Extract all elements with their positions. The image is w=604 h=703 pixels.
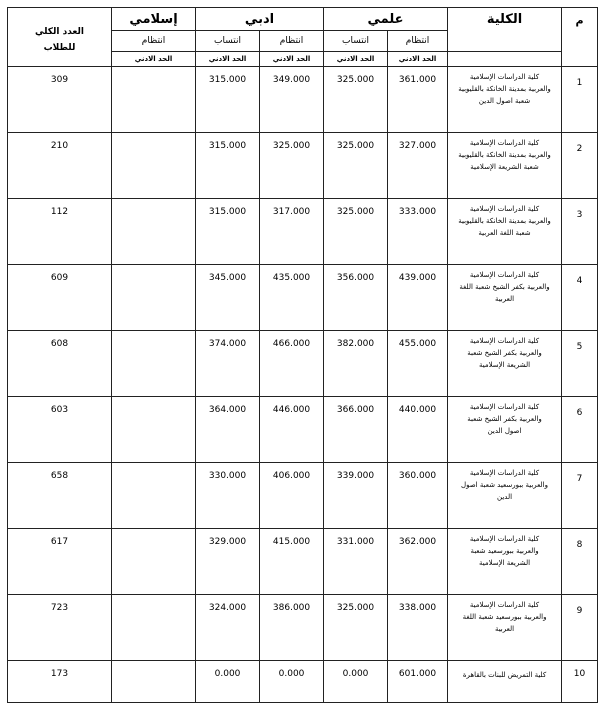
college-name-line: والعربية ببورسعيد شعبة xyxy=(470,547,539,555)
table-row xyxy=(8,397,598,463)
college-subheader-empty xyxy=(448,52,562,67)
college-name-line: كلية الدراسات الإسلامية xyxy=(469,601,540,609)
table-row xyxy=(8,463,598,529)
college-name-line: العربية xyxy=(494,295,515,303)
literary-regular-value: 406.000 xyxy=(260,463,324,529)
college-name-line: والعربية بكفر الشيخ شعبة اللغة xyxy=(459,283,550,291)
college-name-line: كلية الدراسات الإسلامية xyxy=(469,271,540,279)
college-name-line: الشريعة الإسلامية xyxy=(478,361,531,369)
college-name-line: كلية الدراسات الإسلامية xyxy=(469,469,540,477)
scientific-affiliation-value: 339.000 xyxy=(324,463,388,529)
total-students-value: 608 xyxy=(8,331,112,397)
literary-affiliation-value: 315.000 xyxy=(196,199,260,265)
row-index: 2 xyxy=(562,133,598,199)
row-index: 9 xyxy=(562,595,598,661)
admission-table xyxy=(7,7,598,703)
scientific-regular-value: 333.000 xyxy=(388,199,448,265)
scientific-regular-value: 439.000 xyxy=(388,265,448,331)
college-name xyxy=(448,463,562,529)
literary-regular-value: 0.000 xyxy=(260,661,324,703)
college-name-line: والعربية بمدينة الخانكة بالقليوبية xyxy=(458,217,551,225)
scientific-affiliation-value: 325.000 xyxy=(324,595,388,661)
literary-regular-value: 386.000 xyxy=(260,595,324,661)
row-index: 4 xyxy=(562,265,598,331)
literary-regular-value: 325.000 xyxy=(260,133,324,199)
min-limit-label: الحد الادني xyxy=(112,52,196,67)
table-row xyxy=(8,595,598,661)
scientific-regular-value: 362.000 xyxy=(388,529,448,595)
row-index: 1 xyxy=(562,67,598,133)
total-header-line2: للطلاب xyxy=(43,43,76,53)
college-name-line: كلية التمريض للبنات بالقاهرة xyxy=(462,671,547,679)
literary-regular-value: 317.000 xyxy=(260,199,324,265)
scientific-affiliation-value: 325.000 xyxy=(324,199,388,265)
islamic-regular-value xyxy=(112,199,196,265)
total-students-value: 658 xyxy=(8,463,112,529)
college-name-line: شعبة اصول الدين xyxy=(478,97,531,105)
college-name-line: كلية الدراسات الإسلامية xyxy=(469,337,540,345)
literary-affiliation-value: 329.000 xyxy=(196,529,260,595)
total-students-header xyxy=(8,8,112,67)
serial-header: م xyxy=(562,8,598,67)
college-name-line: والعربية بكفر الشيخ شعبة xyxy=(467,415,542,423)
islamic-regular-value xyxy=(112,661,196,703)
total-students-value: 309 xyxy=(8,67,112,133)
islamic-regular-value xyxy=(112,265,196,331)
islamic-regular-value xyxy=(112,595,196,661)
total-students-value: 210 xyxy=(8,133,112,199)
scientific-regular-value: 440.000 xyxy=(388,397,448,463)
table-body xyxy=(8,67,598,703)
literary-affiliation-value: 315.000 xyxy=(196,67,260,133)
college-name-line: والعربية ببورسعيد شعبة اللغة xyxy=(462,613,547,621)
college-name-line: كلية الدراسات الإسلامية xyxy=(469,139,540,147)
scientific-affiliation-value: 325.000 xyxy=(324,67,388,133)
college-name-line: شعبة الشريعة الإسلامية xyxy=(470,163,539,171)
college-name xyxy=(448,199,562,265)
total-students-value: 609 xyxy=(8,265,112,331)
college-name xyxy=(448,67,562,133)
islamic-regular-value xyxy=(112,67,196,133)
literary-affiliation-value: 345.000 xyxy=(196,265,260,331)
college-name-line: والعربية ببورسعيد شعبة اصول xyxy=(461,481,548,489)
islamic-header: إسلامي xyxy=(112,8,196,31)
row-index: 10 xyxy=(562,661,598,703)
college-name xyxy=(448,529,562,595)
islamic-regular-header: انتظام xyxy=(112,31,196,52)
total-students-value: 603 xyxy=(8,397,112,463)
table-row xyxy=(8,331,598,397)
total-students-value: 173 xyxy=(8,661,112,703)
islamic-regular-value xyxy=(112,463,196,529)
table-row xyxy=(8,661,598,703)
scientific-affiliation-header: انتساب xyxy=(324,31,388,52)
college-name-line: والعربية بمدينة الخانكة بالقليوبية xyxy=(458,151,551,159)
scientific-affiliation-value: 382.000 xyxy=(324,331,388,397)
row-index: 3 xyxy=(562,199,598,265)
min-limit-label: الحد الادني xyxy=(260,52,324,67)
college-name xyxy=(448,661,562,703)
college-name-line: والعربية بكفر الشيخ شعبة xyxy=(467,349,542,357)
college-name xyxy=(448,265,562,331)
college-name-line: اصول الدين xyxy=(487,427,522,435)
table-row xyxy=(8,265,598,331)
literary-header: ادبي xyxy=(196,8,324,31)
table-row xyxy=(8,199,598,265)
college-name-line: كلية الدراسات الإسلامية xyxy=(469,205,540,213)
college-name-line: شعبة اللغة العربية xyxy=(478,229,531,237)
college-name xyxy=(448,331,562,397)
scientific-regular-value: 455.000 xyxy=(388,331,448,397)
literary-regular-value: 435.000 xyxy=(260,265,324,331)
college-name-line: والعربية بمدينة الخانكة بالقليوبية xyxy=(458,85,551,93)
scientific-regular-value: 361.000 xyxy=(388,67,448,133)
college-header: الكلية xyxy=(448,8,562,52)
literary-affiliation-value: 330.000 xyxy=(196,463,260,529)
table-row xyxy=(8,529,598,595)
college-name-line: العربية xyxy=(494,625,515,633)
scientific-regular-value: 338.000 xyxy=(388,595,448,661)
literary-regular-header: انتظام xyxy=(260,31,324,52)
literary-regular-value: 415.000 xyxy=(260,529,324,595)
literary-regular-value: 349.000 xyxy=(260,67,324,133)
islamic-regular-value xyxy=(112,133,196,199)
college-name-line: كلية الدراسات الإسلامية xyxy=(469,73,540,81)
row-index: 5 xyxy=(562,331,598,397)
literary-affiliation-value: 364.000 xyxy=(196,397,260,463)
college-name xyxy=(448,133,562,199)
scientific-regular-value: 601.000 xyxy=(388,661,448,703)
college-name-line: كلية الدراسات الإسلامية xyxy=(469,403,540,411)
islamic-regular-value xyxy=(112,331,196,397)
total-students-value: 617 xyxy=(8,529,112,595)
college-name xyxy=(448,397,562,463)
scientific-affiliation-value: 331.000 xyxy=(324,529,388,595)
min-limit-label: الحد الادني xyxy=(196,52,260,67)
literary-affiliation-header: انتساب xyxy=(196,31,260,52)
scientific-regular-value: 327.000 xyxy=(388,133,448,199)
literary-regular-value: 446.000 xyxy=(260,397,324,463)
table-row xyxy=(8,133,598,199)
literary-affiliation-value: 315.000 xyxy=(196,133,260,199)
table-row xyxy=(8,67,598,133)
college-name-line: الشريعة الإسلامية xyxy=(478,559,531,567)
row-index: 8 xyxy=(562,529,598,595)
total-header-line1: العدد الكلي xyxy=(35,27,84,37)
scientific-affiliation-value: 356.000 xyxy=(324,265,388,331)
scientific-header: علمي xyxy=(324,8,448,31)
college-name-line: الدين xyxy=(497,493,513,501)
row-index: 6 xyxy=(562,397,598,463)
row-index: 7 xyxy=(562,463,598,529)
scientific-affiliation-value: 325.000 xyxy=(324,133,388,199)
scientific-affiliation-value: 366.000 xyxy=(324,397,388,463)
literary-affiliation-value: 0.000 xyxy=(196,661,260,703)
min-limit-label: الحد الادني xyxy=(388,52,448,67)
college-name-line: كلية الدراسات الإسلامية xyxy=(469,535,540,543)
total-students-value: 723 xyxy=(8,595,112,661)
college-name xyxy=(448,595,562,661)
scientific-regular-header: انتظام xyxy=(388,31,448,52)
literary-affiliation-value: 374.000 xyxy=(196,331,260,397)
total-students-value: 112 xyxy=(8,199,112,265)
islamic-regular-value xyxy=(112,529,196,595)
islamic-regular-value xyxy=(112,397,196,463)
scientific-regular-value: 360.000 xyxy=(388,463,448,529)
literary-regular-value: 466.000 xyxy=(260,331,324,397)
min-limit-label: الحد الادني xyxy=(324,52,388,67)
scientific-affiliation-value: 0.000 xyxy=(324,661,388,703)
literary-affiliation-value: 324.000 xyxy=(196,595,260,661)
